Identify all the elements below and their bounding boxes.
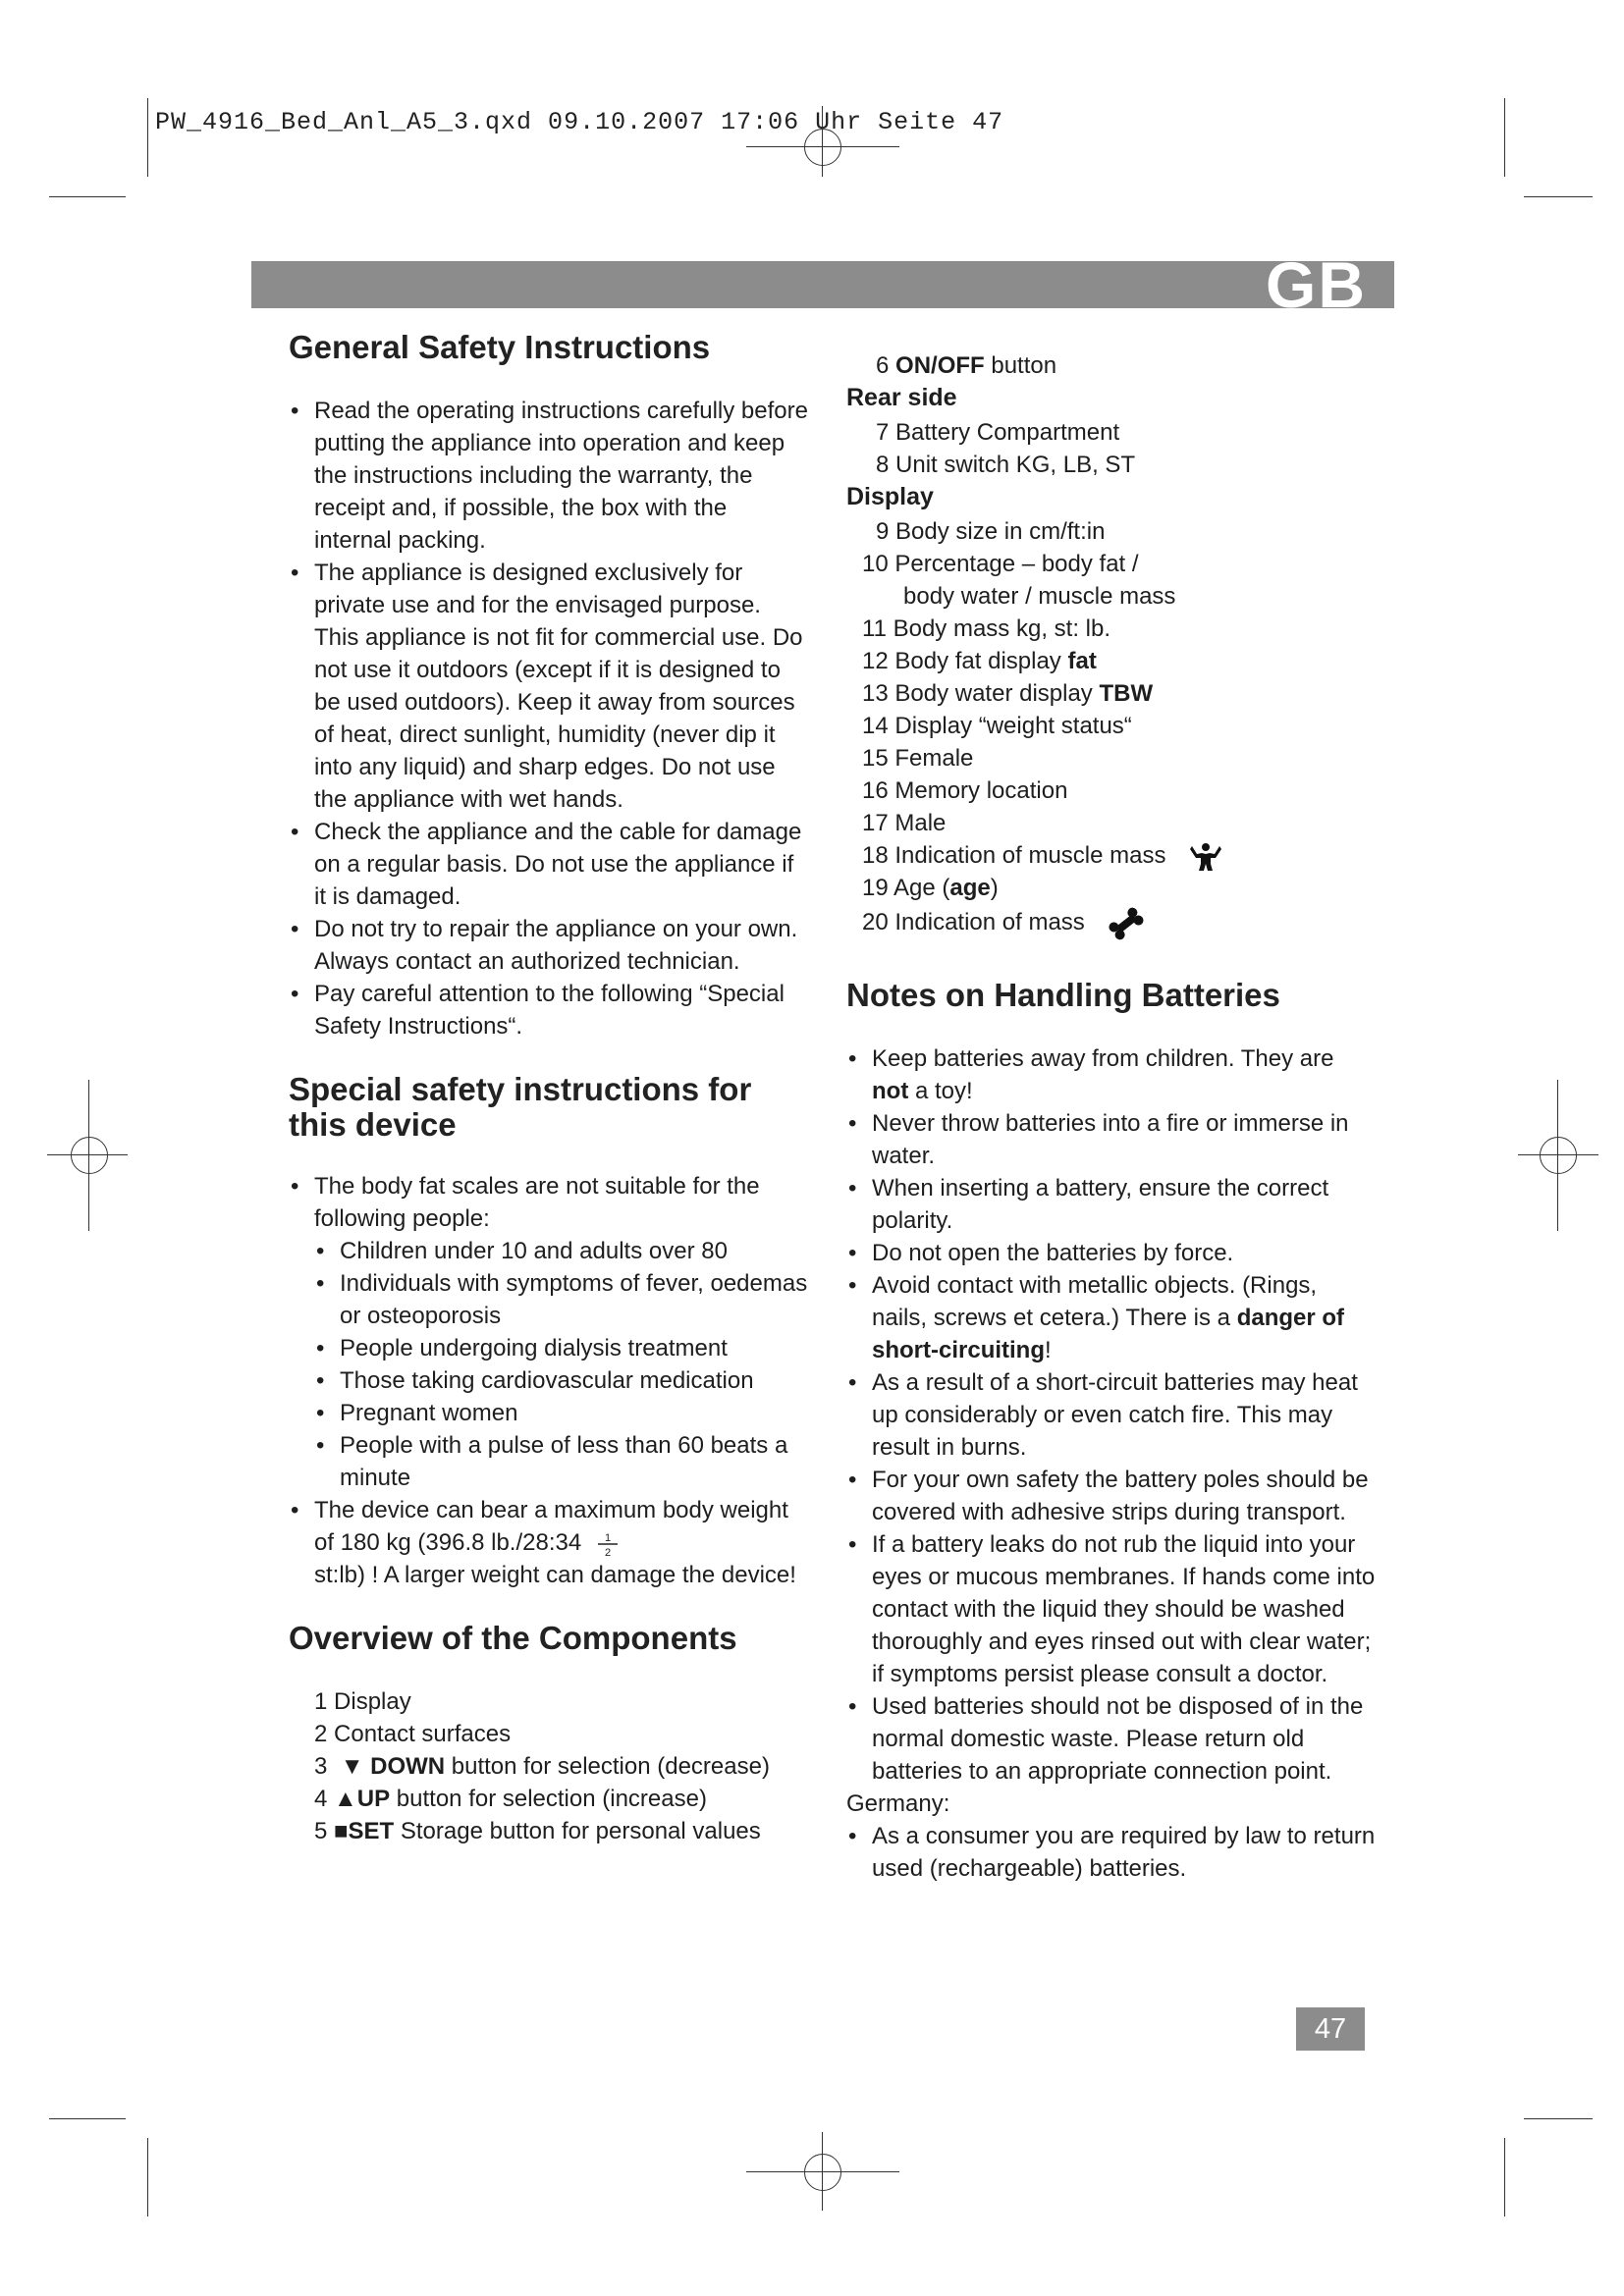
page-number: 47 — [1296, 2007, 1365, 2051]
registration-mark — [822, 2132, 823, 2211]
component-item-7 — [846, 416, 1377, 449]
overview-title: Overview of the Components — [289, 1620, 737, 1656]
item-text: Keep batteries away from children. They are — [872, 1044, 1334, 1072]
item-number: 12 — [862, 648, 889, 674]
bold-text: danger of short-circuiting — [872, 1304, 1345, 1363]
item-text: Percentage – body fat / — [894, 551, 1139, 577]
crop-mark — [1504, 2138, 1505, 2216]
item-text: Indication of mass — [894, 909, 1085, 935]
registration-mark — [47, 1154, 128, 1155]
item-number: 16 — [862, 777, 889, 804]
item-text: Male — [894, 810, 947, 836]
item-text: Indication of muscle mass — [894, 842, 1166, 869]
left-column — [289, 330, 809, 1847]
item-number: 1 — [314, 1688, 328, 1715]
list-item: • Never throw batteries into a fire or immerse in water. — [846, 1107, 1377, 1172]
item-number: 17 — [862, 810, 889, 836]
item-text: Battery Compartment — [895, 419, 1120, 446]
item-number: 14 — [862, 713, 889, 739]
item-number: 13 — [862, 680, 889, 707]
component-item-17 — [846, 807, 1377, 839]
list-item: • Pregnant women — [314, 1397, 809, 1429]
germany-list — [846, 1820, 1377, 1885]
batteries-list — [846, 1042, 1377, 1788]
weight-note-2: st:lb) ! A larger weight can damage the device! — [314, 1562, 796, 1588]
list-item — [289, 1494, 809, 1591]
component-item-20 — [846, 906, 1377, 940]
registration-mark — [746, 146, 899, 147]
item-text: Body fat display — [894, 648, 1068, 674]
item-number: 10 — [862, 551, 889, 577]
rear-side-label: Rear side — [846, 384, 957, 411]
general-safety-list — [289, 395, 809, 1042]
language-banner — [251, 248, 1394, 321]
batteries-title: Notes on Handling Batteries — [846, 976, 1280, 1013]
crop-mark — [49, 2118, 126, 2119]
bold-text: not — [872, 1077, 909, 1104]
item-text: Body mass kg, st: lb. — [893, 615, 1111, 642]
list-item: • People undergoing dialysis treatment — [314, 1332, 809, 1364]
list-item — [289, 1815, 809, 1847]
crop-mark — [1504, 98, 1505, 177]
special-safety-list — [289, 1170, 809, 1591]
item-text: Unit switch KG, LB, ST — [895, 452, 1136, 478]
item-text: Display — [334, 1688, 411, 1715]
item-number: 4 — [314, 1786, 328, 1812]
age-label: age — [949, 875, 991, 901]
list-item: • For your own safety the battery poles should be covered with adhesive strips during transport. — [846, 1464, 1377, 1528]
item-number: 2 — [314, 1721, 328, 1747]
item-text: Storage button for personal values — [394, 1818, 761, 1844]
registration-mark — [1557, 1080, 1558, 1231]
component-item-10 — [846, 548, 1377, 580]
list-item: • Used batteries should not be disposed of in the normal domestic waste. Please return old batteries to an appropriate connection point. — [846, 1690, 1377, 1788]
list-item: • Those taking cardiovascular medication — [314, 1364, 809, 1397]
print-slug: PW_4916_Bed_Anl_A5_3.qxd 09.10.2007 17:06 Uhr Seite 47 — [155, 108, 1004, 136]
language-code: GB — [1266, 248, 1367, 321]
item-text: Female — [894, 745, 974, 772]
component-item-18 — [846, 839, 1377, 872]
on-off-label: ON/OFF — [895, 352, 985, 379]
item-number: 8 — [876, 452, 890, 478]
list-item: • Do not try to repair the appliance on your own. Always contact an authorized technician. — [289, 913, 809, 978]
right-column — [846, 349, 1377, 1885]
registration-mark — [1518, 1154, 1598, 1155]
list-item: • If a battery leaks do not rub the liquid into your eyes or mucous membranes. If hands come into contact with the liquid they should be washed thoroughly and eyes rinsed out with clear water; if symptoms persist please consult a doctor. — [846, 1528, 1377, 1690]
component-item-8 — [846, 449, 1377, 481]
weight-note: The device can bear a maximum body weight of 180 kg (396.8 lb./28:34 — [314, 1497, 788, 1556]
item-number: 20 — [862, 909, 889, 935]
item-number: 7 — [876, 419, 890, 446]
item-number: 3 — [314, 1753, 328, 1780]
registration-mark — [804, 129, 841, 166]
item-number: 18 — [862, 842, 889, 869]
crop-mark — [1524, 2118, 1593, 2119]
list-item — [289, 1685, 809, 1718]
list-item: • Children under 10 and adults over 80 — [314, 1235, 809, 1267]
tbw-label: TBW — [1099, 680, 1154, 707]
item-text: Body water display — [894, 680, 1100, 707]
item-text: Display “weight status“ — [894, 713, 1132, 739]
registration-mark — [88, 1080, 89, 1231]
component-item-14 — [846, 710, 1377, 742]
component-item-6 — [846, 349, 1377, 382]
item-text: Contact surfaces — [334, 1721, 512, 1747]
people-list — [314, 1235, 809, 1494]
list-item — [289, 1750, 809, 1783]
list-item — [289, 1783, 809, 1815]
up-button-label: ▲UP — [334, 1786, 391, 1812]
item-number: 5 — [314, 1818, 328, 1844]
registration-mark — [71, 1137, 108, 1174]
item-text: Avoid contact with metallic objects. (Rings, nails, screws et cetera.) There is a — [872, 1271, 1318, 1331]
muscle-mass-icon — [1188, 842, 1223, 872]
component-item-16 — [846, 774, 1377, 807]
germany-label: Germany: — [846, 1789, 950, 1817]
crop-mark — [147, 2138, 148, 2216]
fat-label: fat — [1067, 648, 1097, 674]
list-item: • The appliance is designed exclusively for private use and for the envisaged purpose. This appliance is not fit for commercial use. Do not use it outdoors (except if it is designed to be used outdoors). Keep it away from sources of heat, direct sunlight, humidity (never dip it into any liquid) and sharp edges. Do not use the appliance with wet hands. — [289, 557, 809, 816]
crop-mark — [147, 98, 148, 177]
general-safety-title: General Safety Instructions — [289, 329, 711, 365]
item-number: 6 — [876, 352, 890, 379]
set-button-label: ■SET — [334, 1818, 395, 1844]
special-safety-intro: The body fat scales are not suitable for the following people: — [314, 1173, 760, 1232]
registration-mark — [822, 106, 823, 177]
list-item: • Check the appliance and the cable for damage on a regular basis. Do not use the appliance if it is damaged. — [289, 816, 809, 913]
item-number: 15 — [862, 745, 889, 772]
list-item: • Read the operating instructions carefully before putting the appliance into operation and keep the instructions including the warranty, the receipt and, if possible, the box with the internal packing. — [289, 395, 809, 557]
component-item-10-cont: body water / muscle mass — [903, 583, 1176, 610]
item-text: Body size in cm/ft:in — [895, 518, 1106, 545]
list-item: • People with a pulse of less than 60 beats a minute — [314, 1429, 809, 1494]
list-item — [846, 1269, 1377, 1366]
svg-text:1: 1 — [604, 1531, 611, 1544]
list-item: • Individuals with symptoms of fever, oedemas or osteoporosis — [314, 1267, 809, 1332]
component-item-12 — [846, 645, 1377, 677]
list-item — [846, 1042, 1377, 1107]
bone-mass-icon — [1107, 907, 1146, 940]
list-item — [289, 1718, 809, 1750]
item-number: 9 — [876, 518, 890, 545]
list-item — [289, 1170, 809, 1494]
item-text: ! — [1045, 1336, 1052, 1363]
item-number: 19 — [862, 875, 889, 901]
component-item-15 — [846, 742, 1377, 774]
list-item: • Do not open the batteries by force. — [846, 1237, 1377, 1269]
item-text: a toy! — [908, 1077, 973, 1104]
component-item-11 — [846, 613, 1377, 645]
item-text: button for selection (increase) — [390, 1786, 707, 1812]
down-button-label: ▼ DOWN — [340, 1753, 446, 1780]
item-text: Memory location — [894, 777, 1068, 804]
registration-mark — [746, 2171, 899, 2172]
item-text: button — [984, 352, 1057, 379]
item-number: 11 — [862, 615, 887, 642]
list-item: • As a consumer you are required by law to return used (rechargeable) batteries. — [846, 1820, 1377, 1885]
registration-mark — [1540, 1137, 1577, 1174]
components-list — [289, 1685, 809, 1847]
fraction-icon — [596, 1530, 620, 1558]
component-item-19 — [846, 872, 1377, 904]
crop-mark — [1524, 196, 1593, 197]
item-text: Age ( — [893, 875, 950, 901]
component-item-13 — [846, 677, 1377, 710]
special-safety-title: Special safety instructions for this device — [289, 1071, 752, 1143]
item-text: ) — [990, 875, 999, 901]
list-item: • As a result of a short-circuit batteries may heat up considerably or even catch fire. This may result in burns. — [846, 1366, 1377, 1464]
item-text: button for selection (decrease) — [445, 1753, 770, 1780]
list-item: • Pay careful attention to the following “Special Safety Instructions“. — [289, 978, 809, 1042]
list-item: • When inserting a battery, ensure the correct polarity. — [846, 1172, 1377, 1237]
crop-mark — [49, 196, 126, 197]
registration-mark — [804, 2154, 841, 2191]
display-label: Display — [846, 483, 934, 510]
component-item-9 — [846, 515, 1377, 548]
svg-text:2: 2 — [604, 1546, 611, 1558]
